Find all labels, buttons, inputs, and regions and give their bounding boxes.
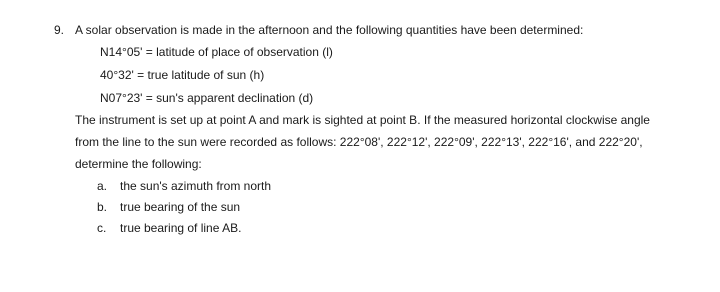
task-b-letter: b. [97, 200, 108, 214]
task-c-text: true bearing of line AB. [120, 221, 242, 235]
task-a-text: the sun's azimuth from north [120, 179, 272, 193]
given-latitude: N14°05' = latitude of place of observation (l) [100, 45, 333, 59]
problem-intro: A solar observation is made in the afternoon and the following quantities have been determined: [75, 23, 584, 37]
given-declination: N07°23' = sun's apparent declination (d) [100, 91, 314, 105]
task-c-letter: c. [97, 221, 107, 235]
task-a-letter: a. [97, 179, 108, 193]
given-true-latitude-sun: 40°32' = true latitude of sun (h) [100, 68, 265, 82]
task-b-text: true bearing of the sun [120, 200, 241, 214]
paragraph-line-1: The instrument is set up at point A and mark is sighted at point B. If the measured horizontal clockwise angle [75, 113, 650, 127]
paragraph-line-3: determine the following: [75, 157, 202, 171]
problem-number: 9. [54, 23, 65, 37]
paragraph-line-2: from the line to the sun were recorded as follows: 222°08', 222°12', 222°09', 222°13', 222°16', and 222°20', [75, 135, 643, 149]
